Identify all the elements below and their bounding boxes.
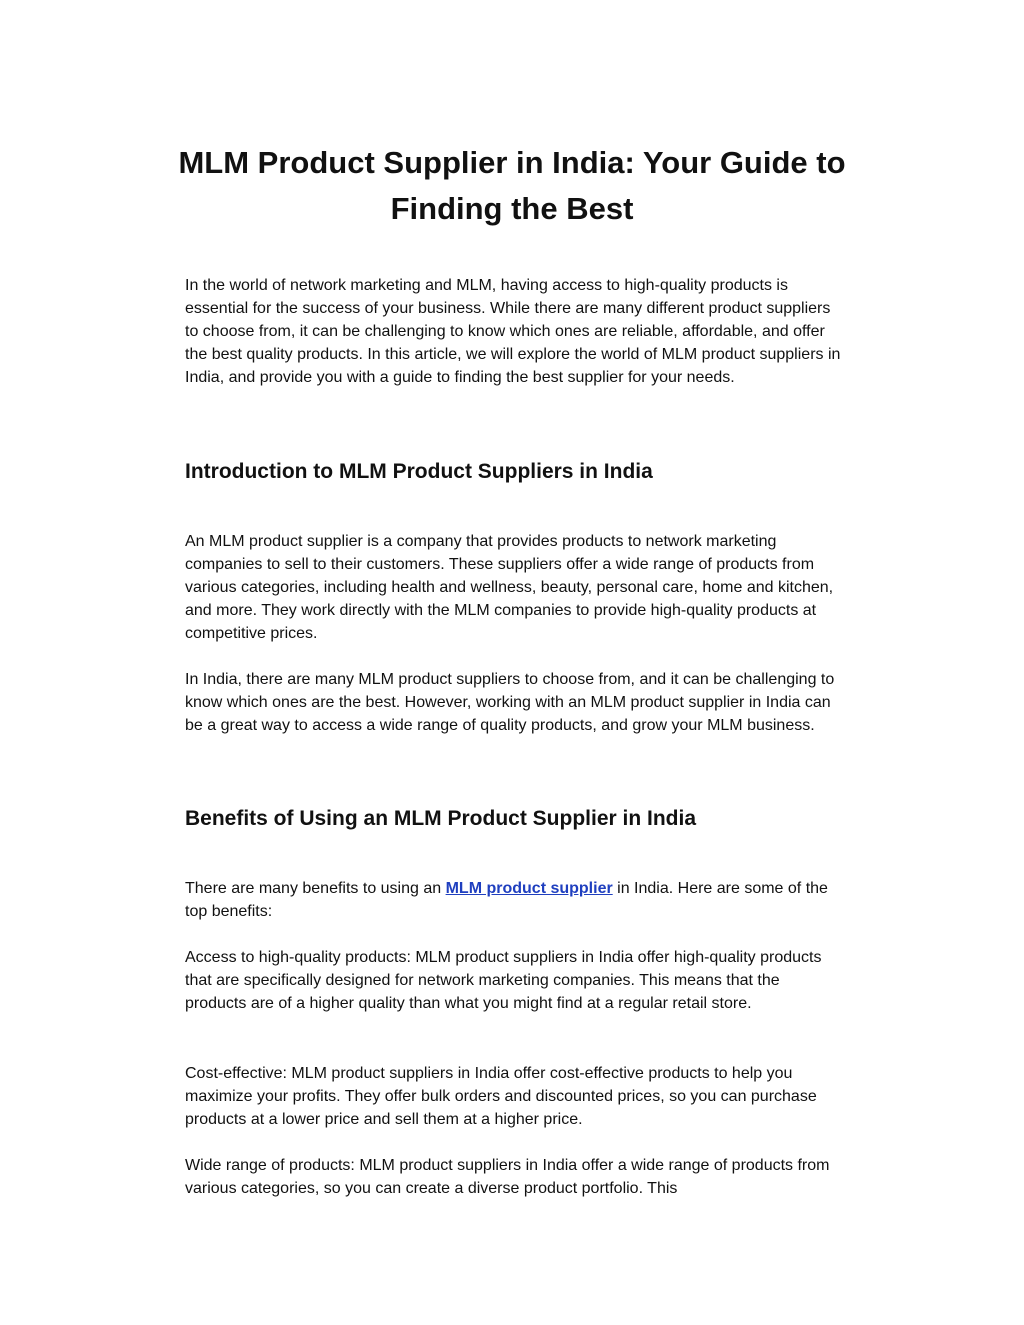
intro-paragraph: In the world of network marketing and MLM, having access to high-quality products is essential for the success of your business. While there are many different product suppliers to choose from, it can be challenging to know which ones are reliable, affordable, and offer the best quality products. In this article, we will explore the world of MLM product suppliers in India, and provide you with a guide to finding the best supplier for your needs. bbox=[185, 277, 841, 386]
benefits-intro-text-after: in India. Here are some of the top benefits: bbox=[185, 880, 828, 920]
page-title: MLM Product Supplier in India: Your Guide to Finding the Best bbox=[178, 145, 846, 226]
introduction-paragraph-2: In India, there are many MLM product suppliers to choose from, and it can be challenging to know which ones are the best. However, working with an MLM product supplier in India can be a great way to access a wide range of quality products, and grow your MLM business. bbox=[185, 671, 835, 734]
benefit-paragraph-cost: Cost-effective: MLM product suppliers in India offer cost-effective products to help you maximize your profits. They offer bulk orders and discounted prices, so you can purchase products at a lower price and sell them at a higher price. bbox=[185, 1065, 817, 1128]
section-heading-introduction: Introduction to MLM Product Suppliers in India bbox=[185, 460, 653, 483]
section-heading-benefits: Benefits of Using an MLM Product Supplier in India bbox=[185, 807, 697, 830]
benefits-intro-text-before: There are many benefits to using an bbox=[185, 880, 446, 897]
introduction-paragraph-1: An MLM product supplier is a company that provides products to network marketing companies to sell to their customers. These suppliers offer a wide range of products from various categories, including health and wellness, beauty, personal care, home and kitchen, and more. They work directly with the MLM companies to provide high-quality products at competitive prices. bbox=[185, 533, 834, 642]
benefit-paragraph-range: Wide range of products: MLM product suppliers in India offer a wide range of products from various categories, so you can create a diverse product portfolio. This bbox=[185, 1157, 830, 1197]
benefit-paragraph-quality: Access to high-quality products: MLM product suppliers in India offer high-quality products that are specifically designed for network marketing companies. This means that the products are of a higher quality than what you might find at a regular retail store. bbox=[185, 949, 822, 1012]
mlm-product-supplier-link[interactable]: MLM product supplier bbox=[445, 880, 613, 897]
benefits-intro-paragraph bbox=[185, 877, 845, 923]
